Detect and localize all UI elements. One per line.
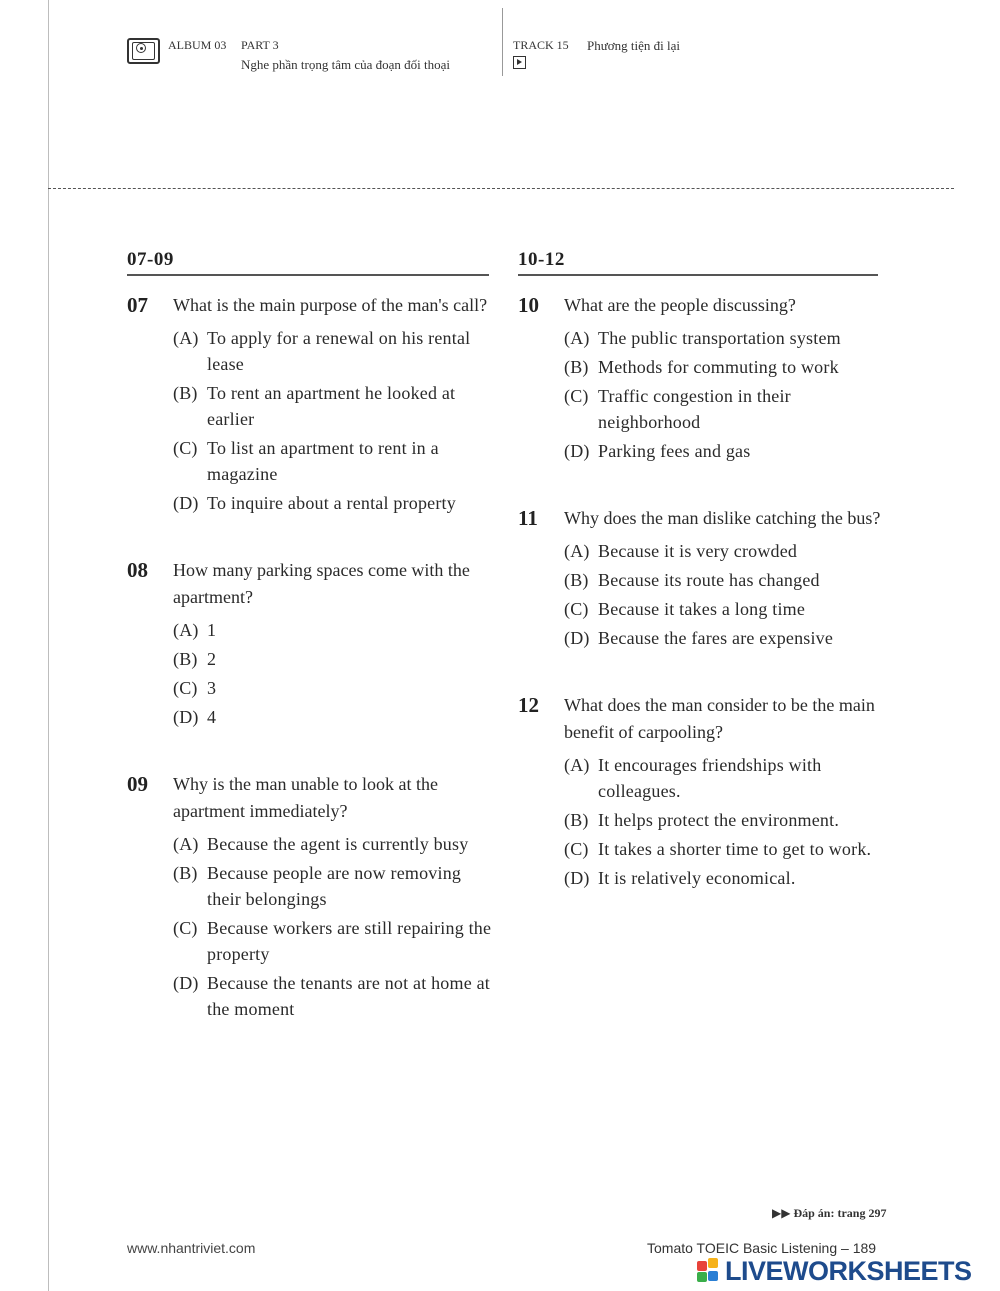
- album-label: ALBUM 03: [168, 38, 227, 52]
- answer-options: [564, 752, 883, 891]
- answer-option[interactable]: (D) 4: [173, 707, 217, 727]
- header-subtitle: Nghe phần trọng tâm của đoạn đối thoại: [241, 57, 451, 72]
- liveworksheets-logo-text: LIVEWORKSHEETS: [725, 1256, 972, 1286]
- answer-option[interactable]: (D) Because the tenants are not at home at the moment: [173, 973, 490, 1019]
- answer-option[interactable]: (B) It helps protect the environment.: [564, 810, 840, 830]
- answer-option[interactable]: (C) It takes a shorter time to get to work.: [564, 839, 872, 859]
- website-link[interactable]: www.nhantriviet.com: [127, 1240, 256, 1256]
- answer-option[interactable]: (A) 1: [173, 620, 217, 640]
- question-08: [127, 557, 497, 730]
- question-text: What does the man consider to be the main benefit of carpooling?: [564, 695, 875, 742]
- part-label: PART 3: [241, 38, 279, 52]
- liveworksheets-logo-icon: [697, 1258, 723, 1284]
- answer-option[interactable]: (D) Parking fees and gas: [564, 441, 751, 461]
- question-11: [518, 505, 883, 651]
- liveworksheets-logo[interactable]: [697, 1256, 972, 1286]
- answer-option[interactable]: (C) 3: [173, 678, 217, 698]
- question-number: 12: [518, 693, 539, 717]
- header-divider: [502, 8, 503, 76]
- question-10: [518, 292, 883, 464]
- answer-option[interactable]: (B) Because people are now removing their belongings: [173, 863, 462, 909]
- question-number: 08: [127, 558, 148, 582]
- answer-option[interactable]: (A) The public transportation system: [564, 328, 841, 348]
- question-09: [127, 771, 497, 1022]
- question-text: How many parking spaces come with the apartment?: [173, 560, 470, 607]
- question-text: Why is the man unable to look at the apartment immediately?: [173, 774, 438, 821]
- answer-option[interactable]: (D) It is relatively economical.: [564, 868, 796, 888]
- answer-option[interactable]: (C) Because it takes a long time: [564, 599, 806, 619]
- answer-option[interactable]: (B) Because its route has changed: [564, 570, 820, 590]
- section-rule-left: [127, 274, 489, 276]
- play-icon[interactable]: [513, 56, 526, 69]
- answer-option[interactable]: (B) Methods for commuting to work: [564, 357, 839, 377]
- question-text: What are the people discussing?: [564, 295, 796, 315]
- answer-option[interactable]: (D) Because the fares are expensive: [564, 628, 834, 648]
- question-number: 09: [127, 772, 148, 796]
- dashed-divider: [48, 188, 954, 189]
- answer-option[interactable]: (C) Traffic congestion in their neighborhood: [564, 386, 791, 432]
- answer-option[interactable]: (A) Because it is very crowded: [564, 541, 798, 561]
- question-07: [127, 292, 497, 516]
- question-text: What is the main purpose of the man's call?: [173, 295, 488, 315]
- answer-option[interactable]: (C) Because workers are still repairing the property: [173, 918, 492, 964]
- section-title-07-09: 07-09: [127, 249, 174, 270]
- page-margin-rule: [48, 0, 49, 1291]
- section-title-10-12: 10-12: [518, 249, 565, 270]
- section-rule-right: [518, 274, 878, 276]
- cd-icon: [127, 38, 160, 64]
- answer-option[interactable]: (D) To inquire about a rental property: [173, 493, 456, 513]
- answer-options: [564, 538, 883, 651]
- answer-options: [564, 325, 883, 464]
- track-label: TRACK 15: [513, 38, 569, 52]
- answer-option[interactable]: (B) 2: [173, 649, 217, 669]
- questions-column-right: [518, 292, 883, 894]
- answer-option[interactable]: (B) To rent an apartment he looked at earlier: [173, 383, 456, 429]
- question-12: [518, 692, 883, 891]
- answer-option[interactable]: (A) It encourages friendships with colleagues.: [564, 755, 822, 801]
- question-text: Why does the man dislike catching the bus?: [564, 508, 881, 528]
- answer-options: [173, 831, 497, 1022]
- question-number: 11: [518, 506, 538, 530]
- question-number: 10: [518, 293, 539, 317]
- answer-options: [173, 325, 497, 516]
- answer-options: [173, 617, 497, 730]
- answer-option[interactable]: (A) Because the agent is currently busy: [173, 834, 469, 854]
- answer-option[interactable]: (C) To list an apartment to rent in a magazine: [173, 438, 439, 484]
- answer-option[interactable]: (A) To apply for a renewal on his rental lease: [173, 328, 471, 374]
- answer-reference: ▶▶ Đáp án: trang 297: [772, 1206, 887, 1220]
- question-number: 07: [127, 293, 148, 317]
- questions-column-left: [127, 292, 497, 1025]
- topic-label: Phương tiện đi lại: [587, 38, 680, 53]
- book-page-label: Tomato TOEIC Basic Listening – 189: [647, 1240, 877, 1256]
